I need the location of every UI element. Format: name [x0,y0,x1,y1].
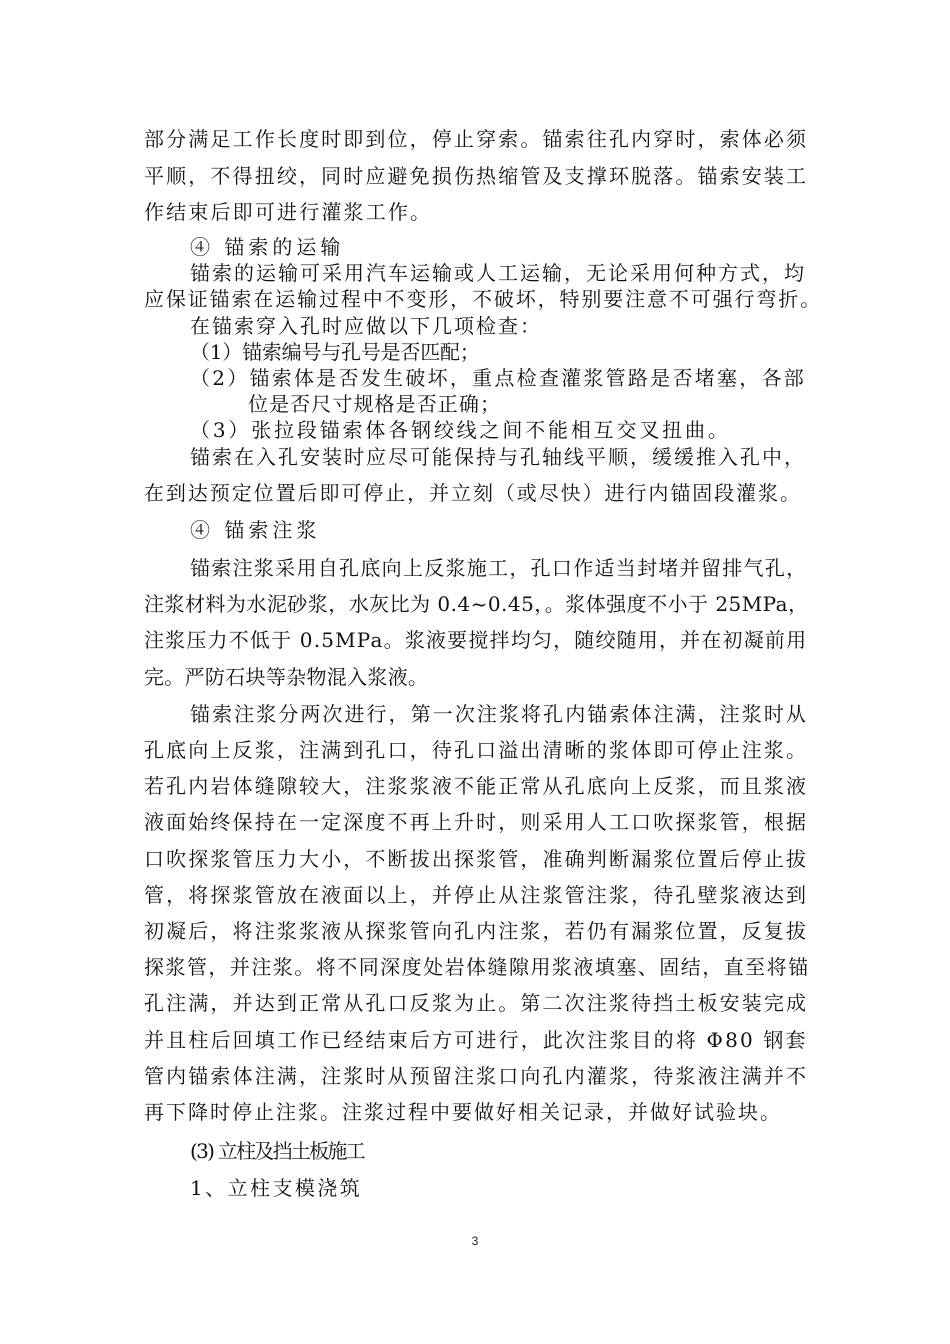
text-line: 口吹探浆管压力大小，不断拔出探浆管，准确判断漏浆位置后停止拔 [144,847,809,871]
text-line: 部分满足工作长度时即到位，停止穿索。锚索往孔内穿时，索体必须 [144,127,809,151]
text-line: 锚索注浆采用自孔底向上反浆施工，孔口作适当封堵并留排气孔， [190,556,808,580]
text-line: ④ 锚索注浆 [190,518,321,542]
text-line: （2）锚索体是否发生破坏，重点检查灌浆管路是否堵塞，各部 [190,366,807,390]
text-line: 注浆材料为水泥砂浆，水灰比为 0.4~0.45，。浆体强度不小于 25MPa， [144,592,809,616]
text-line: 液面始终保持在一定深度不再上升时，则采用人工口吹探浆管，根据 [144,810,809,834]
text-line: 孔底向上反浆，注满到孔口，待孔口溢出清晰的浆体即可停止注浆。 [144,738,809,762]
text-line: 锚索注浆分两次进行，第一次注浆将孔内锚索体注满，注浆时从 [190,702,808,726]
text-line: 若孔内岩体缝隙较大，注浆浆液不能正常从孔底向上反浆，而且浆液 [144,774,809,798]
text-line: 初凝后，将注浆浆液从探浆管向孔内注浆，若仍有漏浆位置，反复拔 [144,919,809,943]
text-line: 平顺，不得扭绞，同时应避免损伤热缩管及支撑环脱落。锚索安装工 [144,164,809,188]
page-number: 3 [471,1234,479,1248]
text-line: 在到达预定位置后即可停止，并立刻（或尽快）进行内锚固段灌浆。 [144,481,802,505]
text-line: 管，将探浆管放在液面以上，并停止从注浆管注浆，待孔壁浆液达到 [144,883,809,907]
text-line: ④ 锚索的运输 [190,235,345,259]
text-line: 1、立柱支模浇筑 [190,1176,363,1200]
text-line: （3）张拉段锚索体各钢绞线之间不能相互交叉扭曲。 [190,418,731,442]
text-line: （1）锚索编号与孔号是否匹配； [190,340,480,364]
text-line: 位是否尺寸规格是否正确； [248,392,502,416]
text-line: (3) 立柱及挡土板施工 [190,1139,364,1163]
text-line: 在锚索穿入孔时应做以下几项检查： [190,314,542,338]
text-line: 孔注满，并达到正常从孔口反浆为止。第二次注浆待挡土板安装完成 [144,991,809,1015]
text-line: 并且柱后回填工作已经结束后方可进行，此次注浆目的将 Φ80 钢套 [144,1028,808,1052]
text-line: 再下降时停止注浆。注浆过程中要做好相关记录，并做好试验块。 [144,1100,782,1124]
text-line: 作结束后即可进行灌浆工作。 [144,200,433,224]
text-line: 注浆压力不低于 0.5MPa。浆液要搅拌均匀，随绞随用，并在初凝前用 [144,628,808,652]
text-line: 探浆管，并注浆。将不同深度处岩体缝隙用浆液填塞、固结，直至将锚 [144,955,810,979]
text-line: 锚索在入孔安装时应尽可能保持与孔轴线平顺，缓缓推入孔中， [190,445,806,469]
text-line: 锚索的运输可采用汽车运输或人工运输，无论采用何种方式，均 [190,261,806,285]
text-line: 应保证锚索在运输过程中不变形，不破坏，特别要注意不可强行弯折。 [144,287,822,311]
text-line: 完。严防石块等杂物混入浆液。 [144,665,429,689]
text-line: 管内锚索体注满，注浆时从预留注浆口向孔内灌浆，待浆液注满并不 [144,1064,809,1088]
